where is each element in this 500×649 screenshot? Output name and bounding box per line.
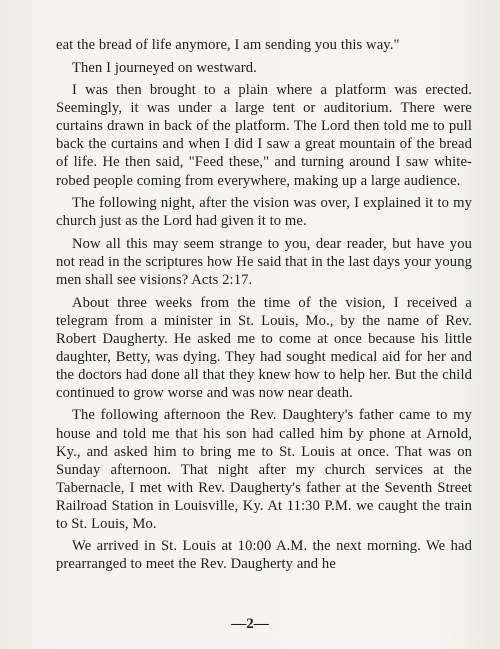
- paragraph-following-afternoon: The following afternoon the Rev. Daughtery's father came to my house and told me that his son had called him by phone at Arnold, Ky., and asked him to bring me to St. Louis at once. That was on Sunday afternoon. That night after my church services at the Tabernacle, I met with Rev. Daugherty's father at the Seventh Street Railroad Station in Louisville, Ky. At 11:30 P.M. we caught the train to St. Louis, Mo.: [56, 407, 472, 532]
- paragraph-following-night: The following night, after the vision was over, I explained it to my church just as the Lord had given it to me.: [56, 195, 472, 230]
- paragraph-telegram: About three weeks from the time of the vision, I received a telegram from a minister in St. Louis, Mo., by the name of Rev. Robert Daugherty. He asked me to come at once because his little daughter, Betty, was dying. They had sought medical aid for her and the doctors had done all that they knew how to help her. But the child continued to grow worse and was now near death.: [56, 294, 472, 401]
- paragraph-continuation: eat the bread of life anymore, I am sending you this way.": [56, 37, 400, 53]
- paragraph-journeyed-westward: Then I journeyed on westward.: [72, 59, 257, 76]
- paragraph-arrived: We arrived in St. Louis at 10:00 A.M. the next morning. We had prearranged to meet the Rev. Daugherty and he: [56, 538, 472, 573]
- paragraph-platform-vision: I was then brought to a plain where a platform was erected. Seemingly, it was under a large tent or auditorium. There were curtains drawn in back of the platform. The Lord then told me to pull back the curtains and when I did I saw a great mountain of the bread of life. He then said, "Feed these," and turning around I saw white-robed people coming from everywhere, making up a large audience.: [56, 82, 472, 189]
- body-text: [56, 36, 472, 578]
- page-number: —2—: [231, 616, 269, 632]
- paragraph-dear-reader: Now all this may seem strange to you, dear reader, but have you not read in the scriptures how He said that in the last days your young men shall see visions? Acts 2:17.: [56, 235, 472, 288]
